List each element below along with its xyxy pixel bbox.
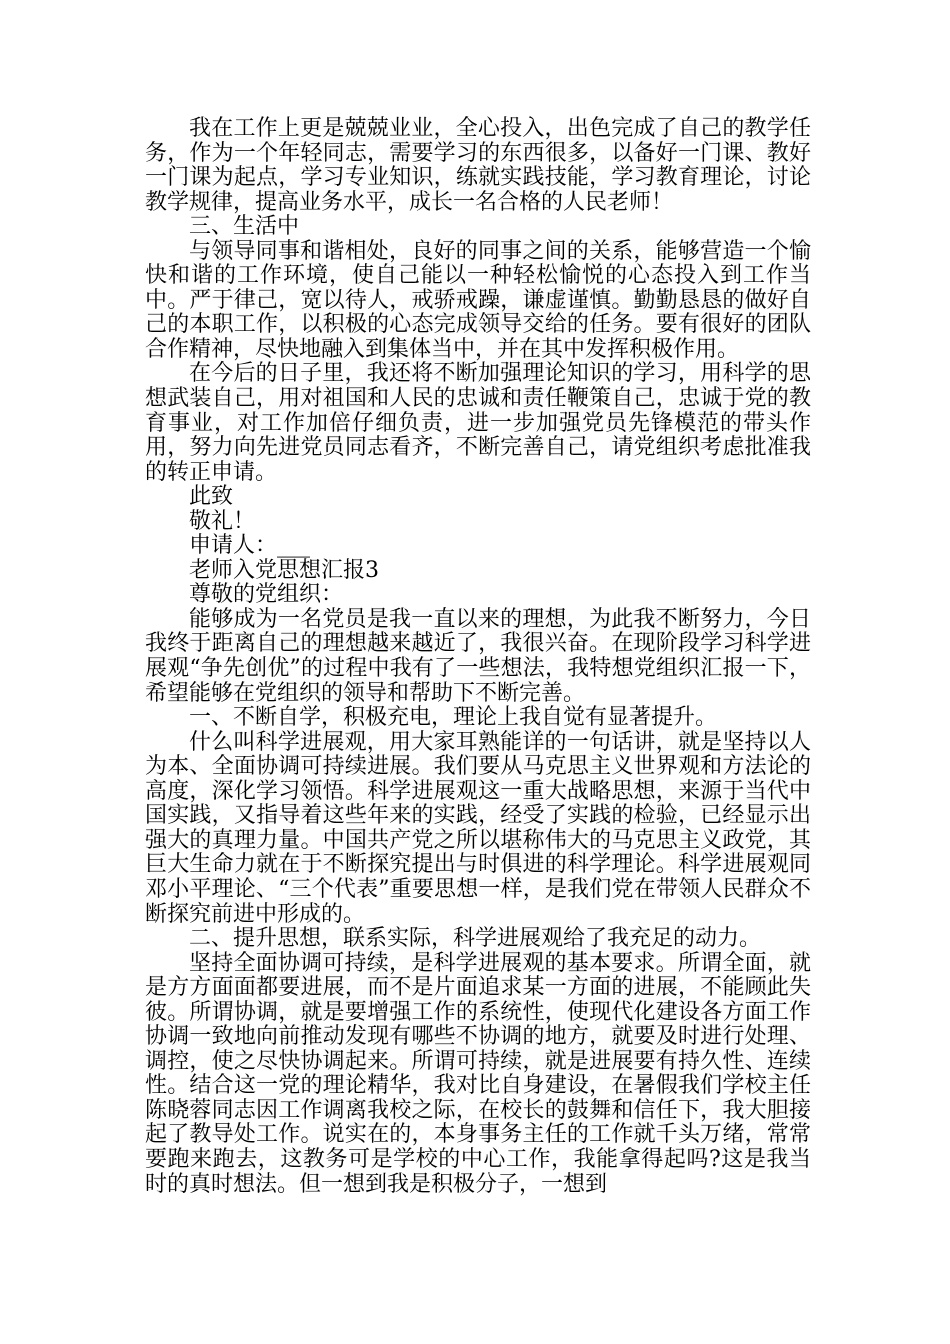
heading-life: 三、生活中 — [189, 214, 300, 240]
section-title-report-3: 老师入党思想汇报3 — [189, 557, 379, 583]
closing-cizhi: 此致 — [189, 484, 234, 510]
paragraph-teaching-work: 我在工作上更是兢兢业业，全心投入，出色完成了自己的教学任务，作为一个年轻同志，需要学习的东西很多，以备好一门课、教好一门课为起点，学习专业知识，练就实践技能，学习教育理论，讨论教学规律，提高业务水平，成长一名合格的人民老师！ — [145, 116, 811, 215]
paragraph-ideal: 能够成为一名党员是我一直以来的理想，为此我不断努力，今日我终于距离自己的理想越来越近了，我很兴奋。在现阶段学习科学进展观“争先创优”的过程中我有了一些想法，我特想党组织汇报一下，希望能够在党组织的领导和帮助下不断完善。 — [145, 606, 811, 706]
paragraph-scientific-development: 什么叫科学进展观，用大家耳熟能详的一句话讲，就是坚持以人为本、全面协调可持续进展。我们要从马克思主义世界观和方法论的高度，深化学习领悟。科学进展观这一重大战略思想，来源于当代中国实践，又指导着这些年来的实践，经受了实践的检验，已经显示出强大的真理力量。中国共产党之所以堪称伟大的马克思主义政党，其巨大生命力就在于不断探究提出与时俱进的科学理论。科学进展观同邓小平理论、“三个代表”重要思想一样，是我们党在带领人民群众不断探究前进中形成的。 — [145, 729, 811, 927]
heading-self-study: 一、不断自学，积极充电，理论上我自觉有显著提升。 — [189, 705, 718, 731]
applicant-line: 申请人：___ — [189, 533, 311, 559]
closing-jingli: 敬礼！ — [189, 508, 256, 534]
document-body — [145, 117, 811, 1197]
salutation: 尊敬的党组织： — [189, 582, 344, 608]
heading-improve-thinking: 二、提升思想，联系实际，科学进展观给了我充足的动力。 — [189, 926, 762, 952]
paragraph-future: 在今后的日子里，我还将不断加强理论知识的学习，用科学的思想武装自己，用对祖国和人民的忠诚和责任鞭策自己，忠诚于党的教育事业，对工作加倍仔细负责，进一步加强党员先锋模范的带头作用，努力向先进党员同志看齐，不断完善自己，请党组织考虑批准我的转正申请。 — [145, 361, 811, 485]
paragraph-colleagues: 与领导同事和谐相处，良好的同事之间的关系，能够营造一个愉快和谐的工作环境，使自己能以一种轻松愉悦的心态投入到工作当中。严于律己，宽以待人，戒骄戒躁，谦虚谨慎。勤勤恳恳的做好自己的本职工作，以积极的心态完成领导交给的任务。要有很好的团队合作精神，尽快地融入到集体当中，并在其中发挥积极作用。 — [145, 238, 811, 362]
paragraph-coordination: 坚持全面协调可持续，是科学进展观的基本要求。所谓全面，就是方方面面都要进展，而不是片面追求某一方面的进展，不能顾此失彼。所谓协调，就是要增强工作的系统性，使现代化建设各方面工作协调一致地向前推动发现有哪些不协调的地方，就要及时进行处理、调控，使之尽快协调起来。所谓可持续，就是进展要有持久性、连续性。结合这一党的理论精华，我对比自身建设，在暑假我们学校主任陈晓蓉同志因工作调离我校之际，在校长的鼓舞和信任下，我大胆接起了教导处工作。说实在的，本身事务主任的工作就千头万绪，常常要跑来跑去，这教务可是学校的中心工作，我能拿得起吗?这是我当时的真时想法。但一想到我是积极分子，一想到 — [145, 950, 811, 1197]
